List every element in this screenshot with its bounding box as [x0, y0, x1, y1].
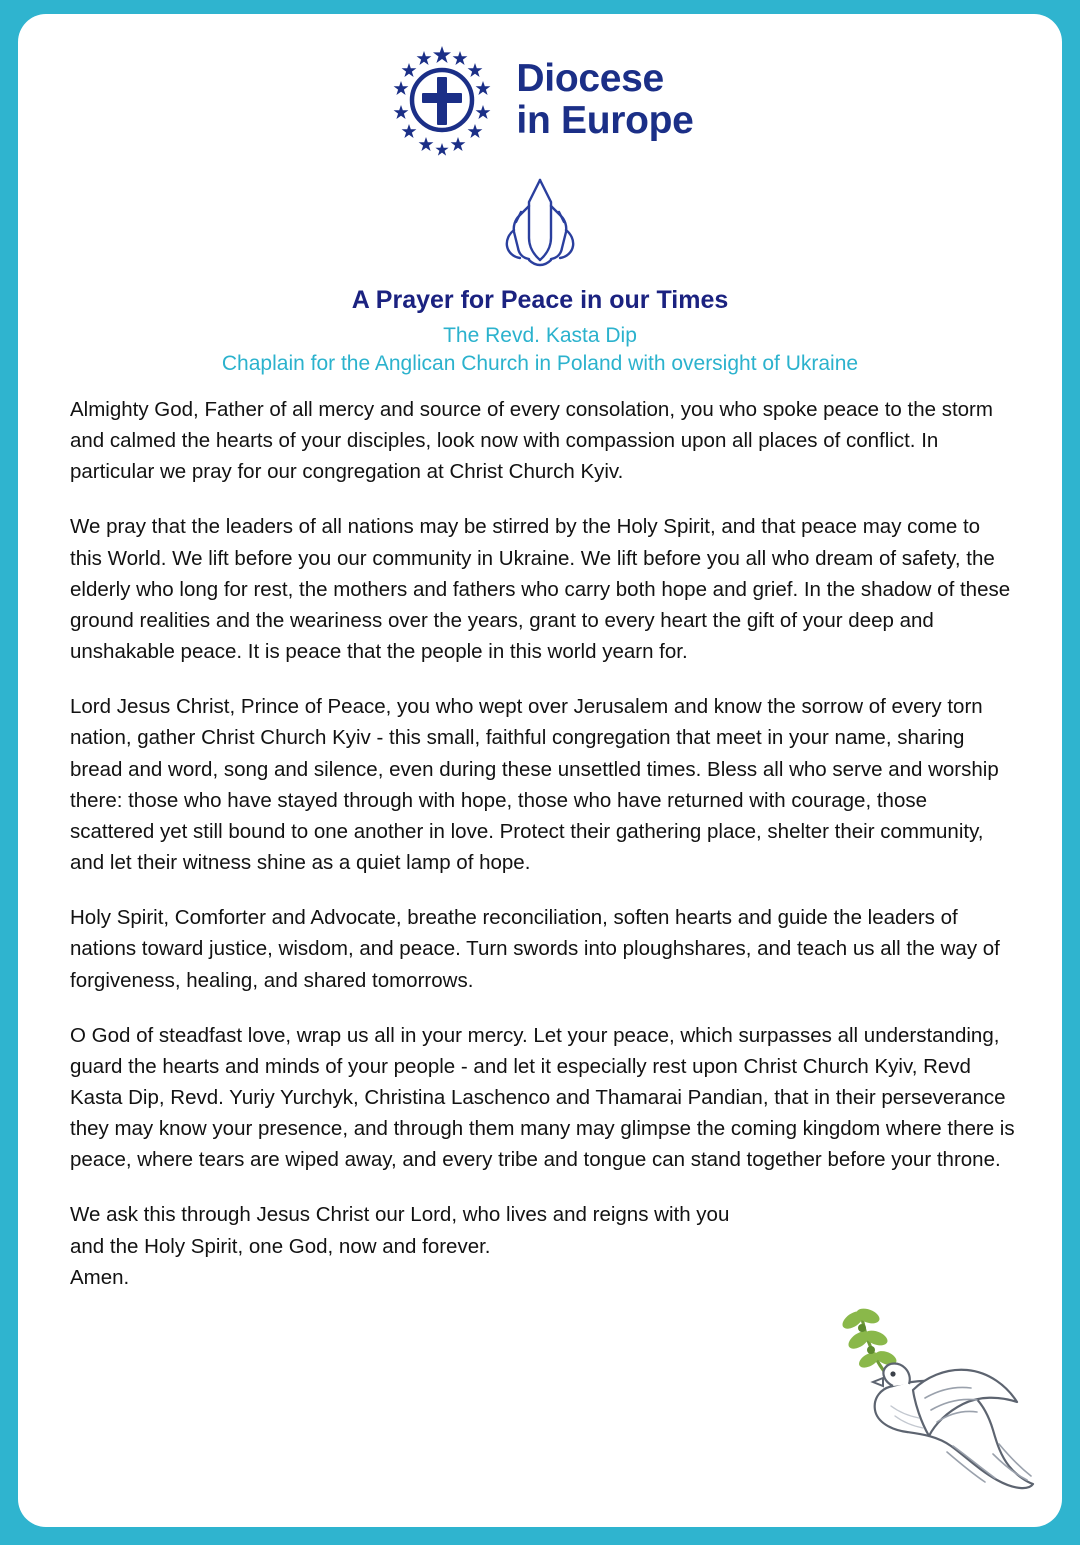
closing-line: Amen.	[70, 1265, 130, 1289]
brand-name	[516, 58, 693, 142]
closing-line: and the Holy Spirit, one God, now and forever.	[70, 1234, 491, 1258]
prayer-paragraph: O God of steadfast love, wrap us all in your mercy. Let your peace, which surpasses all understanding, guard the hearts and minds of your people - and let it especially rest upon Christ Church Kyiv, Revd Kasta Dip, Revd. Yuriy Yurchyk, Christina Laschenco and Thamarai Pandian, that in their perseverance they may know your presence, and through them many may glimpse the coming kingdom where there is peace, where tears are wiped away, and every tribe and tongue can stand together before your throne.	[70, 1023, 1015, 1172]
closing-line: We ask this through Jesus Christ our Lord, who lives and reigns with you	[70, 1203, 730, 1227]
author-role: Chaplain for the Anglican Church in Poland with oversight of Ukraine	[221, 352, 859, 375]
page-title: A Prayer for Peace in our Times	[351, 286, 729, 314]
prayer-body	[70, 394, 1016, 1293]
diocese-cross-stars-logo-icon	[386, 44, 498, 156]
praying-hands-icon	[18, 172, 1062, 268]
author-name: The Revd. Kasta Dip	[443, 324, 637, 347]
prayer-paragraph: We pray that the leaders of all nations may be stirred by the Holy Spirit, and that peace may come to this World. We lift before you our community in Ukraine. We lift before you all who dream of safety, the elderly who long for rest, the mothers and fathers who carry both hope and grief. In the shadow of these ground realities and the weariness over the years, grant to every heart the gift of your deep and unshakable peace. It is peace that the people in this world yearn for.	[70, 515, 1011, 664]
prayer-paragraph: Almighty God, Father of all mercy and source of every consolation, you who spoke peace to the storm and calmed the hearts of your disciples, look now with compassion upon all places of conflict. In particular we pray for our congregation at Christ Church Kyiv.	[70, 398, 993, 484]
brand-name-line2: in Europe	[516, 99, 694, 142]
prayer-closing	[70, 1199, 1016, 1292]
dove-with-olive-branch-icon	[821, 1294, 1036, 1509]
brand-logo	[18, 44, 1062, 156]
prayer-paragraph: Lord Jesus Christ, Prince of Peace, you who wept over Jerusalem and know the sorrow of every torn nation, gather Christ Church Kyiv - this small, faithful congregation that meet in your name, sharing bread and word, song and silence, even during these unsettled times. Bless all who serve and worship there: those who have stayed through with hope, those who have returned with courage, those scattered yet still bound to one another in love. Protect their gathering place, shelter their community, and let their witness shine as a quiet lamp of hope.	[70, 695, 999, 875]
brand-name-line1: Diocese	[516, 56, 664, 100]
prayer-paragraph: Holy Spirit, Comforter and Advocate, breathe reconciliation, soften hearts and guide the leaders of nations toward justice, wisdom, and peace. Turn swords into ploughshares, and teach us all the way of forgiveness, healing, and shared tomorrows.	[70, 906, 1000, 992]
prayer-card	[18, 14, 1062, 1527]
